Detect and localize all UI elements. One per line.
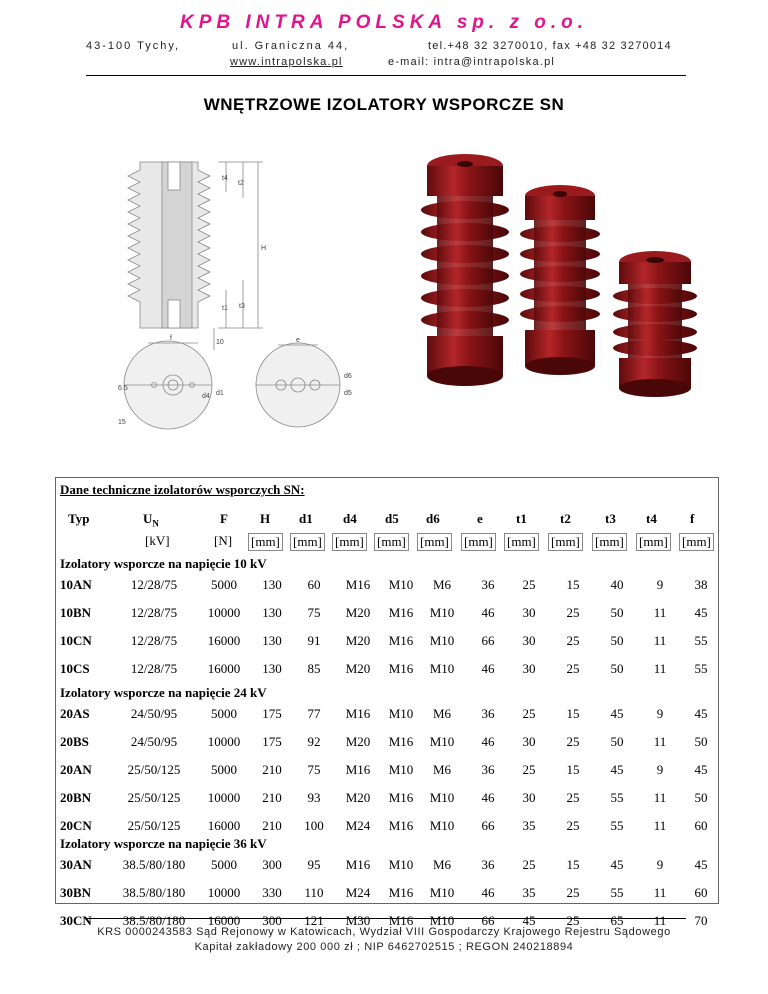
table-cell: 25 (566, 790, 580, 805)
table-cell: 46 (481, 661, 495, 676)
table-cell: 25 (522, 706, 536, 721)
table-cell: 46 (481, 885, 495, 900)
col-header-t1: t1 (516, 511, 527, 526)
unit-d1: [mm] (290, 533, 325, 551)
label-t4: t4 (222, 175, 228, 182)
table-cell: 45 (610, 857, 624, 872)
table-cell: 121 (304, 913, 324, 928)
table-cell: 10CN (60, 633, 92, 648)
table-cell: M16 (388, 818, 414, 833)
table-cell: 45 (694, 857, 708, 872)
label-d6: d6 (344, 373, 352, 380)
table-cell: 15 (566, 857, 580, 872)
table-row (56, 630, 718, 652)
section-label: Izolatory wsporcze na napięcie 36 kV (60, 836, 267, 851)
table-cell: M16 (345, 706, 371, 721)
insulators-photo (410, 140, 720, 410)
spec-table (55, 477, 719, 928)
table-cell: M24 (345, 885, 371, 900)
table-cell: 46 (481, 605, 495, 620)
table-cell: M16 (388, 885, 414, 900)
table-cell: 75 (307, 762, 321, 777)
table-cell: 130 (262, 605, 282, 620)
label-t2: t2 (238, 180, 244, 187)
table-cell: 12/28/75 (130, 605, 178, 620)
website-link[interactable]: www.intrapolska.pl (230, 56, 343, 68)
table-row (56, 882, 718, 904)
table-cell: 38.5/80/180 (122, 885, 186, 900)
table-cell: 30 (522, 790, 536, 805)
table-cell: M10 (429, 734, 455, 749)
unit-f: [mm] (679, 533, 714, 551)
table-cell: 5000 (211, 762, 237, 777)
table-cell: 24/50/95 (130, 706, 178, 721)
table-cell: 5000 (211, 857, 237, 872)
table-cell: 36 (481, 857, 495, 872)
table-cell: 11 (653, 885, 667, 900)
table-cell: 30AN (60, 857, 92, 872)
table-cell: 25 (522, 762, 536, 777)
table-row (56, 731, 718, 753)
table-cell: 11 (653, 913, 667, 928)
unit-t1: [mm] (504, 533, 539, 551)
unit-t4: [mm] (636, 533, 671, 551)
table-cell: M30 (345, 913, 371, 928)
table-cell: 30CN (60, 913, 92, 928)
unit-d5: [mm] (374, 533, 409, 551)
table-cell: 36 (481, 762, 495, 777)
table-cell: 25 (566, 633, 580, 648)
table-cell: 20AS (60, 706, 90, 721)
table-cell: 11 (653, 661, 667, 676)
table-cell: M16 (388, 633, 414, 648)
table-cell: 16000 (207, 913, 241, 928)
table-cell: 60 (307, 577, 321, 592)
table-cell: 20BN (60, 790, 92, 805)
label-15: 15 (118, 419, 126, 426)
table-cell: M10 (429, 790, 455, 805)
table-row (56, 854, 718, 876)
table-cell: M6 (432, 857, 452, 872)
col-header-h: H (260, 511, 271, 526)
unit-h: [mm] (248, 533, 283, 551)
table-row (56, 787, 718, 809)
table-cell: M16 (388, 661, 414, 676)
table-cell: 38.5/80/180 (122, 913, 186, 928)
label-H: H (261, 245, 267, 252)
table-cell: 35 (522, 885, 536, 900)
table-cell: 130 (262, 577, 282, 592)
table-cell: 15 (566, 762, 580, 777)
col-header-e: e (477, 511, 483, 526)
unit-t2: [mm] (548, 533, 583, 551)
table-cell: 50 (610, 605, 624, 620)
page-title: WNĘTRZOWE IZOLATORY WSPORCZE SN (203, 95, 565, 114)
table-cell: 100 (304, 818, 324, 833)
table-cell: 50 (610, 661, 624, 676)
label-f: f (170, 335, 172, 342)
table-cell: 330 (262, 885, 282, 900)
table-cell: 65 (610, 913, 624, 928)
col-header-d6: d6 (426, 511, 440, 526)
table-cell: 9 (656, 762, 664, 777)
table-cell: 70 (694, 913, 708, 928)
street: ul. Graniczna 44, (232, 40, 350, 52)
table-cell: M16 (388, 790, 414, 805)
col-header-typ: Typ (68, 511, 90, 526)
unit-d6: [mm] (417, 533, 452, 551)
table-cell: 75 (307, 605, 321, 620)
table-cell: 210 (262, 790, 282, 805)
table-cell: 12/28/75 (130, 633, 178, 648)
table-cell: 60 (694, 885, 708, 900)
table-cell: 35 (522, 818, 536, 833)
table-cell: 46 (481, 790, 495, 805)
insulator-short (613, 251, 697, 397)
table-cell: 85 (307, 661, 321, 676)
table-cell: 45 (610, 706, 624, 721)
table-cell: 110 (304, 885, 324, 900)
table-cell: 11 (653, 633, 667, 648)
table-cell: 93 (307, 790, 321, 805)
table-cell: 45 (694, 605, 708, 620)
table-row (56, 602, 718, 624)
footer-registry: KRS 0000243583 Sąd Rejonowy w Katowicach, Wydział VIII Gospodarczy Krajowego Rejestru Sądowego (97, 926, 671, 938)
table-cell: 55 (610, 818, 624, 833)
table-cell: 25 (522, 577, 536, 592)
table-cell: M20 (345, 661, 371, 676)
table-cell: 30 (522, 605, 536, 620)
insulator-tall (421, 154, 509, 386)
table-cell: 30 (522, 661, 536, 676)
table-cell: 38 (694, 577, 708, 592)
table-cell: 50 (694, 734, 708, 749)
table-cell: 300 (262, 913, 282, 928)
table-cell: 175 (262, 706, 282, 721)
table-cell: M6 (432, 577, 452, 592)
table-cell: 25/50/125 (127, 790, 181, 805)
table-cell: 9 (656, 706, 664, 721)
table-cell: 60 (694, 818, 708, 833)
table-cell: 38.5/80/180 (122, 857, 186, 872)
spec-table-title: Dane techniczne izolatorów wsporczych SN: (60, 482, 305, 497)
label-d4: d4 (202, 393, 210, 400)
table-cell: 11 (653, 818, 667, 833)
unit-t3: [mm] (592, 533, 627, 551)
table-cell: 77 (307, 706, 321, 721)
table-cell: 66 (481, 913, 495, 928)
table-cell: 25 (566, 605, 580, 620)
table-cell: 25 (566, 913, 580, 928)
table-cell: 66 (481, 818, 495, 833)
table-cell: 36 (481, 577, 495, 592)
table-cell: M6 (432, 706, 452, 721)
table-cell: 10000 (207, 605, 241, 620)
city: 43-100 Tychy, (86, 40, 181, 52)
table-cell: M20 (345, 734, 371, 749)
table-cell: 20AN (60, 762, 92, 777)
table-cell: 12/28/75 (130, 577, 178, 592)
table-cell: M16 (388, 734, 414, 749)
table-cell: M10 (388, 577, 414, 592)
table-cell: 20BS (60, 734, 89, 749)
table-cell: 5000 (211, 706, 237, 721)
table-cell: 46 (481, 734, 495, 749)
table-row (56, 815, 718, 837)
col-header-t3: t3 (605, 511, 616, 526)
col-header-f-dist: f (690, 511, 695, 526)
table-cell: M16 (388, 605, 414, 620)
unit-n: [N] (214, 533, 233, 548)
label-d5: d5 (344, 390, 352, 397)
table-cell: M10 (429, 605, 455, 620)
header-divider (86, 75, 686, 76)
section-label: Izolatory wsporcze na napięcie 10 kV (60, 556, 267, 571)
table-cell: 10BN (60, 605, 92, 620)
table-cell: 10000 (207, 885, 241, 900)
table-cell: 11 (653, 734, 667, 749)
col-header-f: F (220, 511, 228, 526)
table-cell: M20 (345, 633, 371, 648)
label-t3: t3 (239, 303, 245, 310)
table-row (56, 759, 718, 781)
table-cell: 175 (262, 734, 282, 749)
company-name: KPB INTRA POLSKA sp. z o.o. (179, 12, 589, 33)
table-cell: 15 (566, 577, 580, 592)
table-cell: 45 (522, 913, 536, 928)
table-cell: M16 (345, 857, 371, 872)
technical-drawing (118, 140, 368, 440)
col-header-d5: d5 (385, 511, 399, 526)
phone-fax: tel.+48 32 3270010, fax +48 32 3270014 (428, 40, 672, 52)
table-cell: 300 (262, 857, 282, 872)
table-cell: 25 (566, 734, 580, 749)
table-cell: 11 (653, 790, 667, 805)
table-cell: 25 (566, 885, 580, 900)
table-cell: 10000 (207, 734, 241, 749)
table-cell: 45 (610, 762, 624, 777)
table-cell: M10 (388, 857, 414, 872)
table-cell: 55 (610, 885, 624, 900)
table-cell: 25 (566, 661, 580, 676)
table-cell: M10 (429, 885, 455, 900)
table-cell: 210 (262, 762, 282, 777)
table-cell: 130 (262, 633, 282, 648)
table-cell: 16000 (207, 661, 241, 676)
table-cell: M20 (345, 790, 371, 805)
table-cell: 91 (307, 633, 321, 648)
footer-capital: Kapitał zakładowy 200 000 zł ; NIP 6462702515 ; REGON 240218894 (194, 941, 574, 953)
table-cell: 50 (610, 734, 624, 749)
table-cell: 130 (262, 661, 282, 676)
col-header-t4: t4 (646, 511, 657, 526)
col-header-d1: d1 (299, 511, 313, 526)
table-cell: M16 (345, 577, 371, 592)
table-cell: M20 (345, 605, 371, 620)
table-cell: 25/50/125 (127, 762, 181, 777)
table-cell: M10 (388, 762, 414, 777)
table-cell: 30 (522, 633, 536, 648)
table-cell: 15 (566, 706, 580, 721)
col-header-t2: t2 (560, 511, 571, 526)
table-cell: 25/50/125 (127, 818, 181, 833)
table-cell: M10 (429, 633, 455, 648)
table-cell: 5000 (211, 577, 237, 592)
label-10: 10 (216, 339, 224, 346)
label-d1: d1 (216, 390, 224, 397)
table-cell: 9 (656, 857, 664, 872)
unit-kv: [kV] (145, 533, 170, 548)
email-text[interactable]: e-mail: intra@intrapolska.pl (388, 56, 556, 68)
section-label: Izolatory wsporcze na napięcie 24 kV (60, 685, 267, 700)
table-cell: 30 (522, 734, 536, 749)
table-cell: 55 (694, 633, 708, 648)
table-cell: 66 (481, 633, 495, 648)
table-cell: 95 (307, 857, 321, 872)
table-cell: 10AN (60, 577, 92, 592)
table-cell: 55 (694, 661, 708, 676)
table-cell: 50 (610, 633, 624, 648)
table-cell: 12/28/75 (130, 661, 178, 676)
table-cell: 16000 (207, 633, 241, 648)
table-cell: 11 (653, 605, 667, 620)
table-row (56, 574, 718, 596)
table-cell: 92 (307, 734, 321, 749)
table-cell: 210 (262, 818, 282, 833)
table-cell: 10CS (60, 661, 90, 676)
table-cell: 24/50/95 (130, 734, 178, 749)
table-cell: 50 (694, 790, 708, 805)
table-cell: 55 (610, 790, 624, 805)
footer-divider (86, 918, 686, 919)
table-cell: 25 (566, 818, 580, 833)
table-cell: 25 (522, 857, 536, 872)
col-header-d4: d4 (343, 511, 357, 526)
table-cell: M6 (432, 762, 452, 777)
unit-d4: [mm] (332, 533, 367, 551)
table-cell: M16 (345, 762, 371, 777)
unit-e: [mm] (461, 533, 496, 551)
table-cell: M10 (429, 818, 455, 833)
table-cell: M16 (388, 913, 414, 928)
label-e: e (296, 337, 300, 344)
label-6-5: 6.5 (118, 385, 128, 392)
table-cell: 45 (694, 762, 708, 777)
table-cell: 20CN (60, 818, 92, 833)
label-t1: t1 (222, 305, 228, 312)
table-cell: 16000 (207, 818, 241, 833)
table-cell: M24 (345, 818, 371, 833)
table-cell: M10 (429, 913, 455, 928)
table-cell: 30BN (60, 885, 92, 900)
table-row (56, 703, 718, 725)
table-cell: M10 (429, 661, 455, 676)
table-cell: 9 (656, 577, 664, 592)
table-cell: 10000 (207, 790, 241, 805)
insulator-medium (520, 185, 600, 375)
table-cell: 45 (694, 706, 708, 721)
table-cell: M10 (388, 706, 414, 721)
col-header-un: $U_N$ (143, 511, 159, 529)
table-cell: 36 (481, 706, 495, 721)
table-row (56, 658, 718, 680)
table-cell: 40 (610, 577, 624, 592)
